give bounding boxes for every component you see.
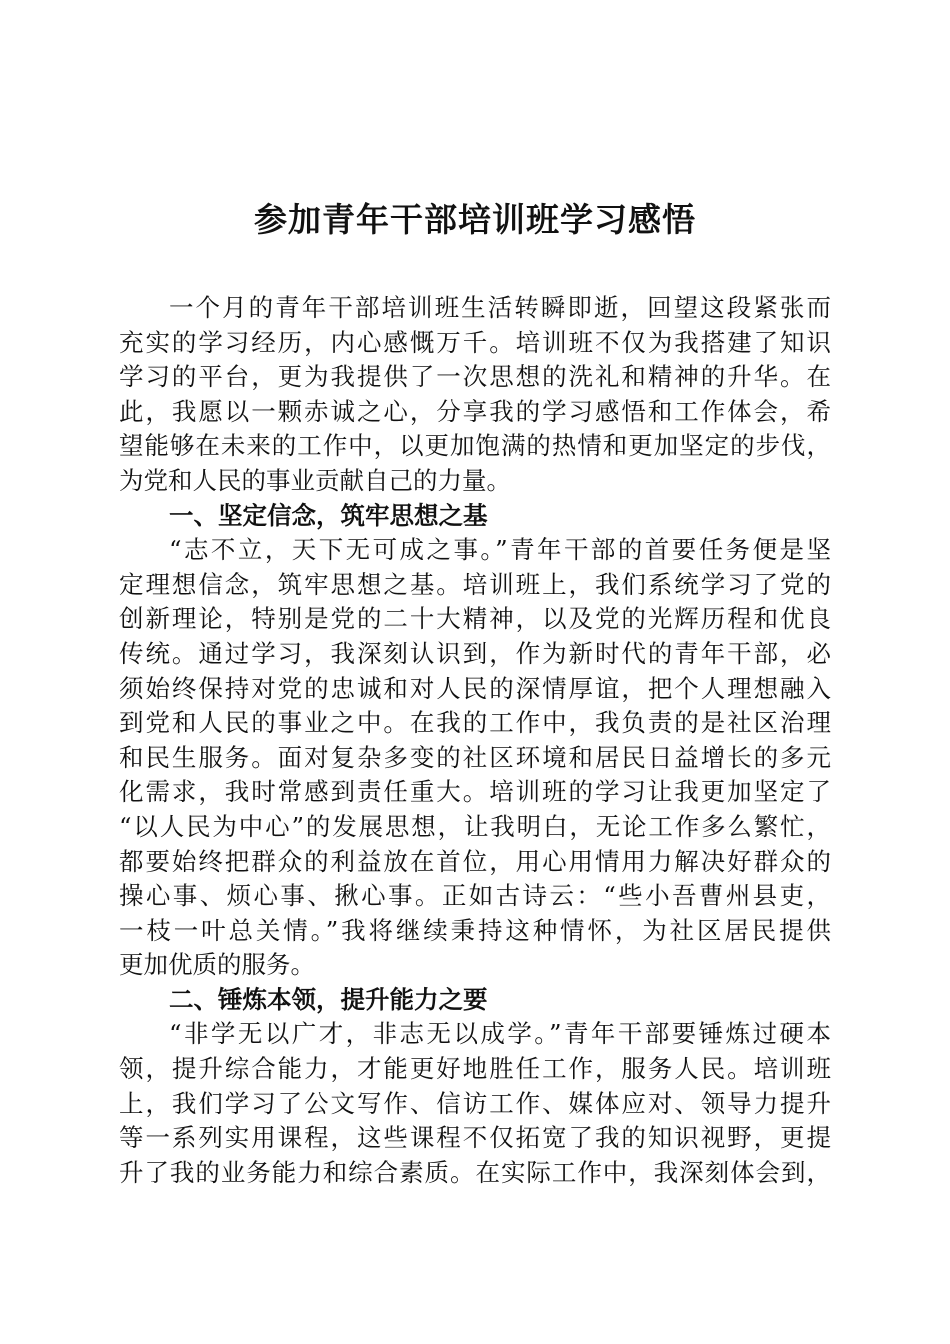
paragraph-line: 化需求，我时常感到责任重大。培训班的学习让我更加坚定了 (119, 777, 831, 807)
paragraph-line: 一个月的青年干部培训班生活转瞬即逝，回望这段紧张而 (169, 293, 831, 322)
paragraph-line: 一枝一叶总关情。”我将继续秉持这种情怀，为社区居民提供 (119, 915, 831, 945)
document-title: 参加青年干部培训班学习感悟 (254, 200, 696, 239)
section-heading: 二、锤炼本领，提升能力之要 (169, 984, 488, 1014)
paragraph-line: 等一系列实用课程，这些课程不仅拓宽了我的知识视野，更提 (119, 1123, 831, 1153)
paragraph-line: 上，我们学习了公文写作、信访工作、媒体应对、领导力提升 (119, 1088, 831, 1118)
paragraph-line: 定理想信念，筑牢思想之基。培训班上，我们系统学习了党的 (119, 569, 831, 599)
paragraph-line: 操心事、烦心事、揪心事。正如古诗云：“些小吾曹州县吏， (119, 881, 831, 911)
paragraph-line: 学习的平台，更为我提供了一次思想的洗礼和精神的升华。在 (119, 362, 831, 392)
paragraph-line: 须始终保持对党的忠诚和对人民的深情厚谊，把个人理想融入 (119, 673, 831, 703)
paragraph-line: 此，我愿以一颗赤诚之心，分享我的学习感悟和工作体会，希 (119, 396, 831, 426)
paragraph-line: “非学无以广才，非志无以成学。”青年干部要锤炼过硬本 (169, 1019, 831, 1049)
document-body (119, 291, 831, 1190)
paragraph-line: 望能够在未来的工作中，以更加饱满的热情和更加坚定的步伐， (119, 431, 831, 461)
paragraph-line: 为党和人民的事业贡献自己的力量。 (119, 465, 511, 495)
paragraph-line: 传统。通过学习，我深刻认识到，作为新时代的青年干部，必 (119, 638, 831, 668)
paragraph-line: 和民生服务。面对复杂多变的社区环境和居民日益增长的多元 (119, 742, 831, 772)
paragraph-line: “志不立，天下无可成之事。”青年干部的首要任务便是坚 (169, 535, 831, 565)
paragraph-line: 到党和人民的事业之中。在我的工作中，我负责的是社区治理 (119, 708, 831, 738)
paragraph-line: 更加优质的服务。 (119, 950, 315, 980)
paragraph-line: 都要始终把群众的利益放在首位，用心用情用力解决好群众的 (119, 846, 831, 876)
paragraph-line: “以人民为中心”的发展思想，让我明白，无论工作多么繁忙， (119, 811, 831, 841)
paragraph-line: 创新理论，特别是党的二十大精神，以及党的光辉历程和优良 (119, 604, 831, 634)
paragraph-line: 升了我的业务能力和综合素质。在实际工作中，我深刻体会到， (119, 1157, 831, 1187)
paragraph-line: 充实的学习经历，内心感慨万千。培训班不仅为我搭建了知识 (119, 327, 831, 357)
section-heading: 一、坚定信念，筑牢思想之基 (169, 500, 488, 530)
paragraph-line: 领，提升综合能力，才能更好地胜任工作，服务人民。培训班 (119, 1054, 831, 1084)
